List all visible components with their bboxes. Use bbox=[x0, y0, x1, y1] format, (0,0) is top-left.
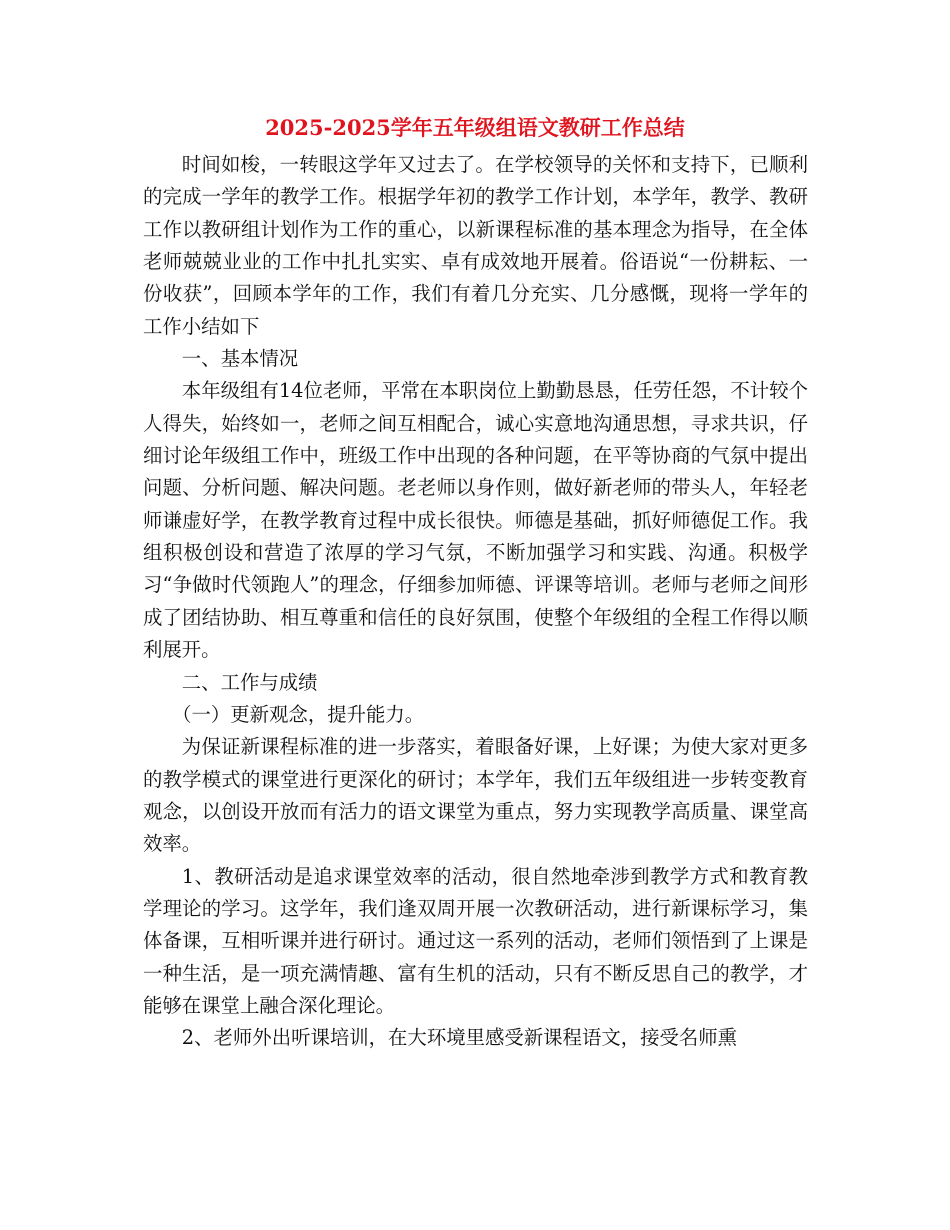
document-body bbox=[143, 149, 808, 1055]
basic-situation-paragraph: 本年级组有14位老师，平常在本职岗位上勤勤恳恳，任劳任怨，不计较个人得失，始终如一，老师之间互相配合，诚心实意地沟通思想，寻求共识，仔细讨论年级组工作中，班级工作中出现的各种问题，在平等协商的气氛中提出问题、分析问题、解决问题。老老师以身作则，做好新老师的带头人，年轻老师谦虚好学，在教学教育过程中成长很快。师德是基础，抓好师德促工作。我组积极创设和营造了浓厚的学习气氛，不断加强学习和实践、沟通。积极学习“争做时代领跑人”的理念，仔细参加师德、评课等培训。老师与老师之间形成了团结协助、相互尊重和信任的良好氛围，使整个年级组的全程工作得以顺利展开。 bbox=[143, 379, 808, 662]
subsection-heading-update-concepts: （一）更新观念，提升能力。 bbox=[172, 702, 425, 726]
update-concepts-paragraph: 为保证新课程标准的进一步落实，着眼备好课，上好课；为使大家对更多的教学模式的课堂进行更深化的研讨；本学年，我们五年级组进一步转变教育观念，以创设开放而有活力的语文课堂为重点，努力实现教学高质量、课堂高效率。 bbox=[143, 735, 808, 856]
intro-paragraph: 时间如梭，一转眼这学年又过去了。在学校领导的关怀和支持下，已顺利的完成一学年的教学工作。根据学年初的教学工作计划，本学年，教学、教研工作以教研组计划作为工作的重心，以新课程标准的基本理念为指导，在全体老师兢兢业业的工作中扎扎实实、卓有成效地开展着。俗语说“一份耕耘、一份收获”，回顾本学年的工作，我们有着几分充实、几分感慨，现将一学年的工作小结如下 bbox=[143, 153, 808, 338]
section-heading-work-achievements: 二、工作与成绩 bbox=[181, 670, 318, 694]
teaching-research-paragraph: 1、教研活动是追求课堂效率的活动，很自然地牵涉到教学方式和教育教学理论的学习。这学年，我们逢双周开展一次教研活动，进行新课标学习，集体备课，互相听课并进行研讨。通过这一系列的活动，老师们领悟到了上课是一种生活，是一项充满情趣、富有生机的活动，只有不断反思自己的教学，才能够在课堂上融合深化理论。 bbox=[143, 864, 808, 1017]
section-heading-basic-situation: 一、基本情况 bbox=[181, 347, 299, 371]
document-title: 2025-2025学年五年级组语文教研工作总结 bbox=[265, 115, 685, 140]
external-training-paragraph: 2、老师外出听课培训，在大环境里感受新课程语文，接受名师熏 bbox=[181, 1026, 738, 1050]
